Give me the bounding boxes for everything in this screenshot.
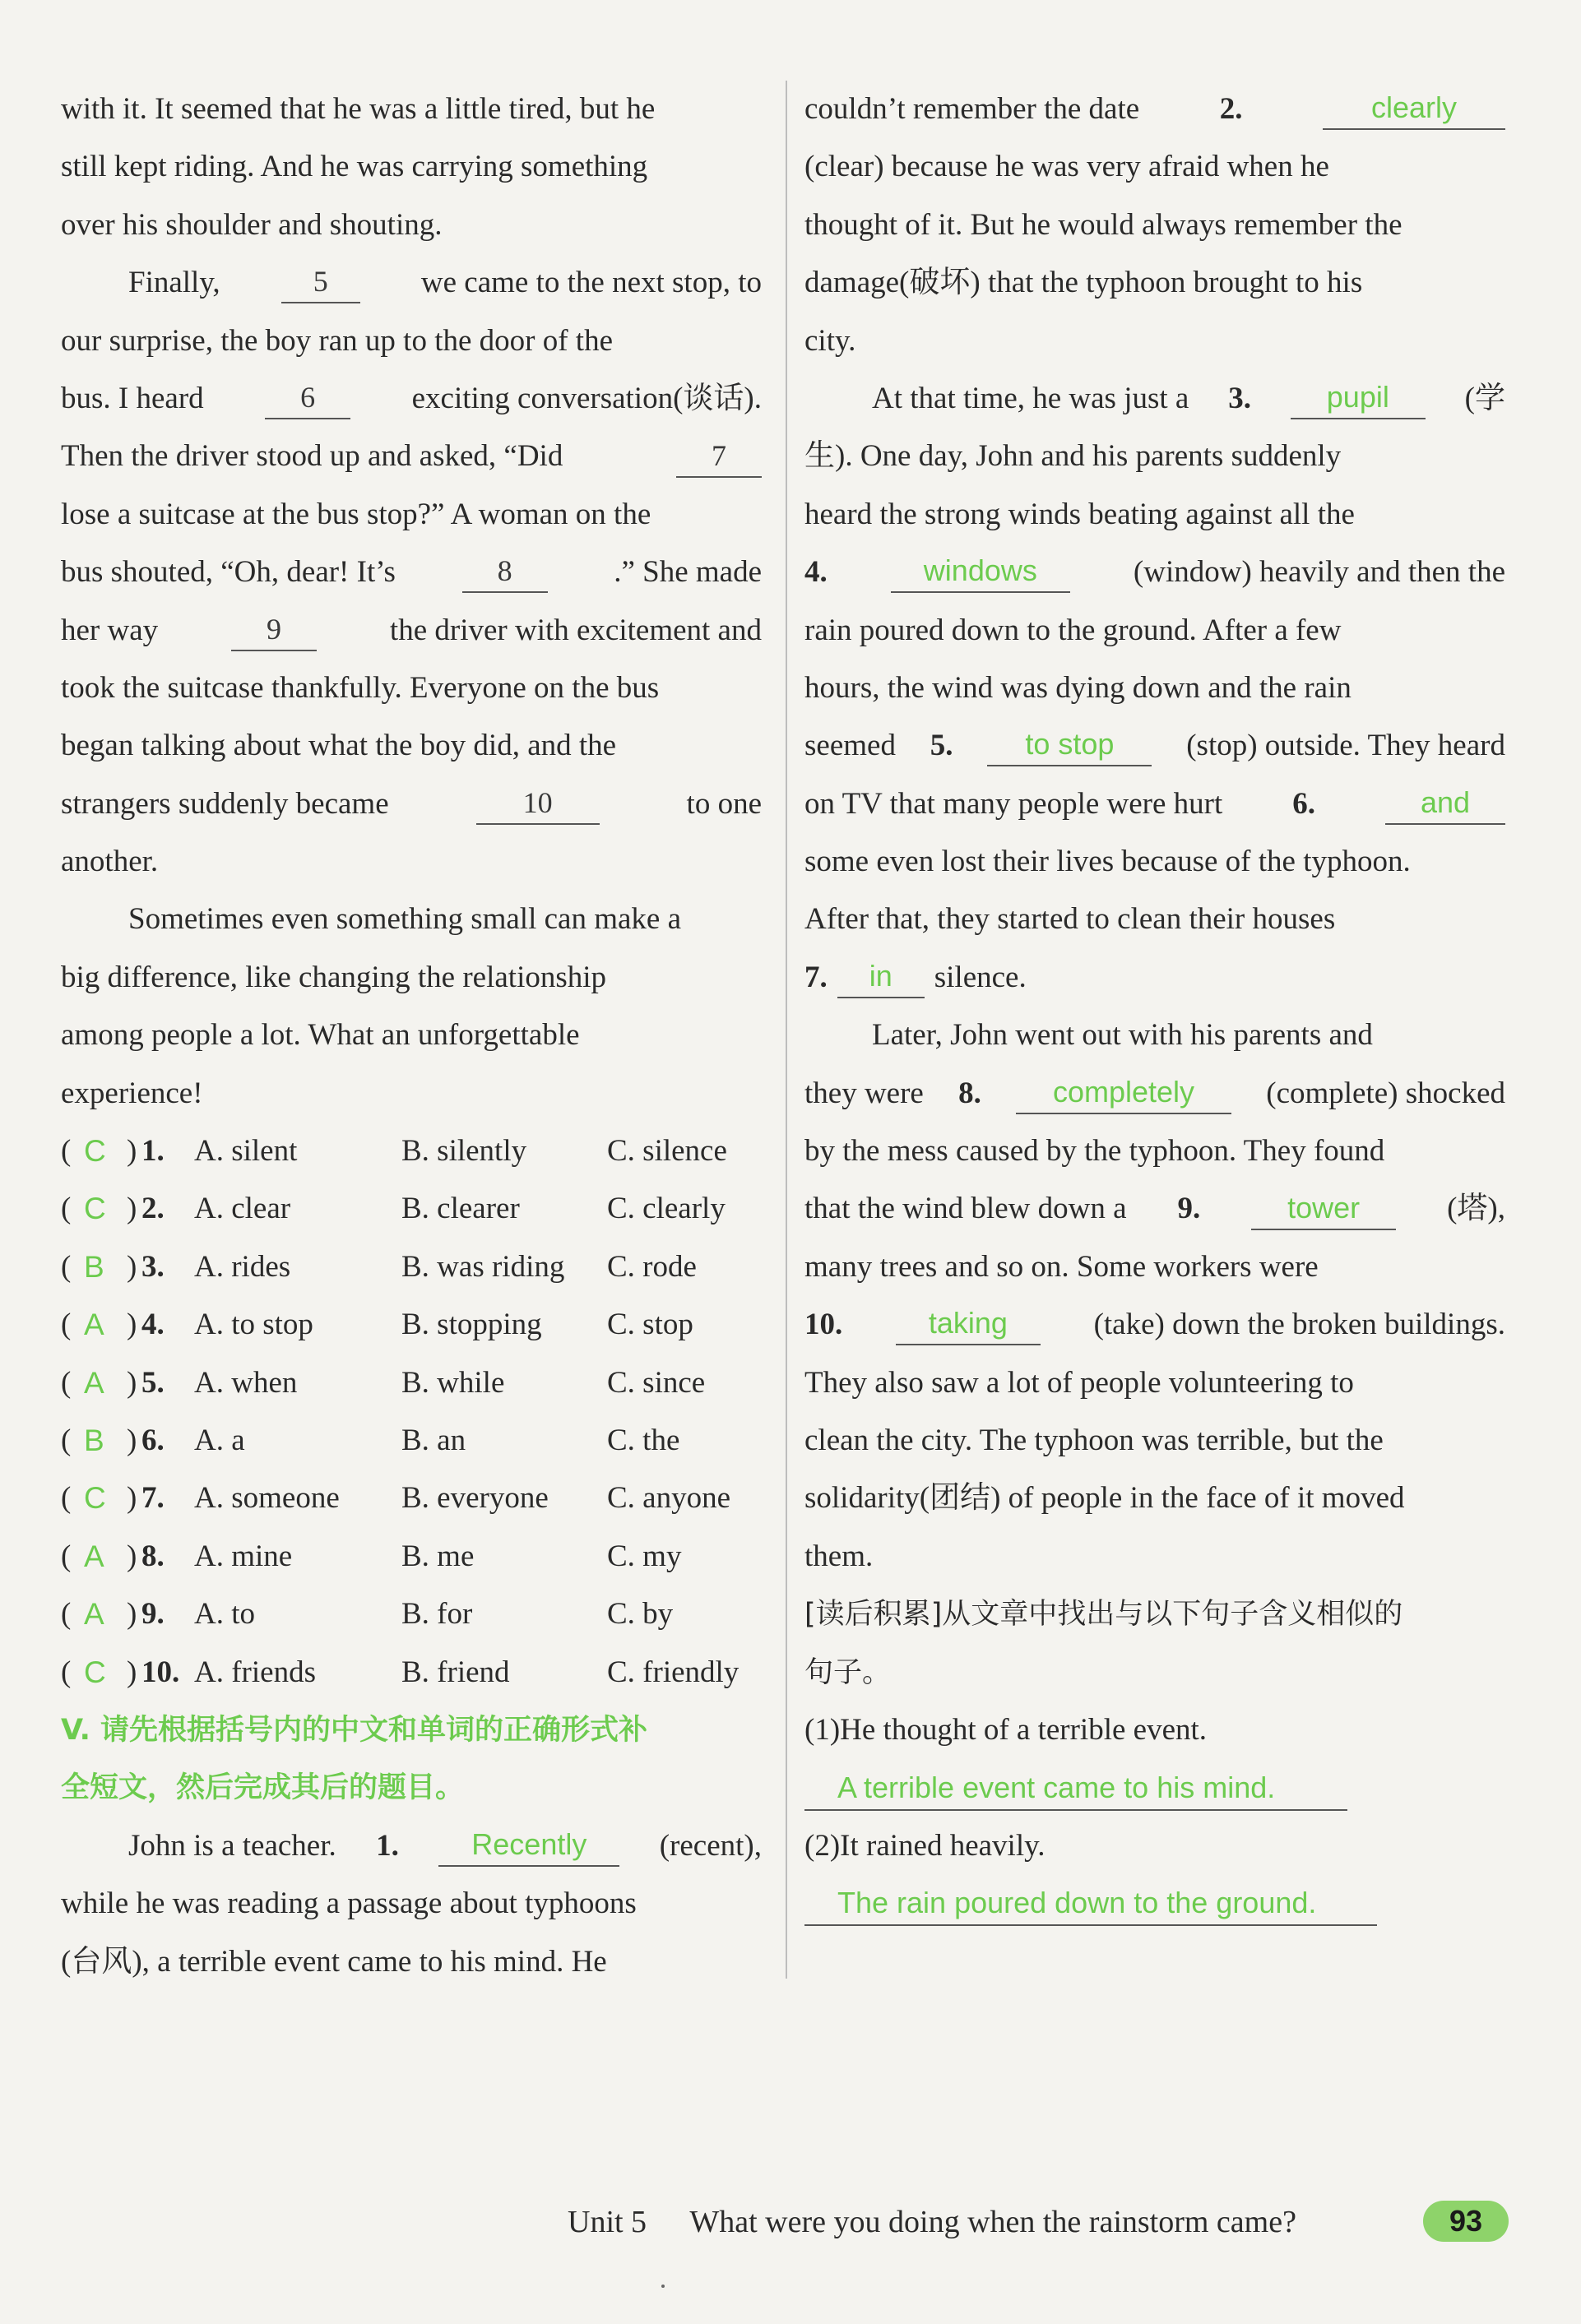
option-b: B. while	[401, 1365, 505, 1400]
text-line: Finally, 5 we came to the next stop, to	[61, 254, 762, 312]
option-a: A. to stop	[194, 1308, 313, 1342]
option-row	[61, 1528, 762, 1586]
page-number-badge: 93	[1423, 2201, 1509, 2242]
question-number: 10.	[141, 1655, 180, 1689]
option-c: C. my	[607, 1539, 682, 1573]
option-b: B. clearer	[401, 1192, 520, 1226]
paren: (	[61, 1365, 72, 1400]
text-line: began talking about what the boy did, and the	[61, 729, 617, 763]
text-line: bus. I heard 6 exciting conversation(谈话).	[61, 370, 762, 428]
option-c: C. by	[607, 1597, 674, 1632]
answer-2: clearly	[1323, 89, 1505, 130]
blank-6: 6	[265, 378, 350, 419]
text-line: our surprise, the boy ran up to the door of the	[61, 323, 613, 358]
text-line: rain poured down to the ground. After a few	[804, 613, 1342, 647]
blank-10: 10	[476, 784, 600, 825]
option-b: B. everyone	[401, 1481, 549, 1516]
text-line: Then the driver stood up and asked, “Did 7	[61, 428, 762, 485]
text-line: seemed 5. to stop (stop) outside. They heard	[804, 717, 1505, 775]
paren: )	[127, 1655, 137, 1689]
text-line: heard the strong winds beating against all the	[804, 497, 1355, 531]
text-line: city.	[804, 323, 856, 358]
answer-letter: B	[84, 1249, 104, 1284]
paren: )	[127, 1134, 137, 1169]
option-b: B. an	[401, 1423, 466, 1457]
text-line: took the suitcase thankfully. Everyone on the bus	[61, 670, 660, 705]
text-line: them.	[804, 1539, 874, 1573]
answer-3: pupil	[1291, 378, 1426, 419]
text-line: (台风), a terrible event came to his mind. He	[61, 1944, 607, 1979]
paren: (	[61, 1249, 72, 1284]
text-line: hours, the wind was dying down and the rain	[804, 670, 1352, 705]
option-a: A. silent	[194, 1134, 298, 1169]
option-a: A. rides	[194, 1249, 291, 1284]
paren: (	[61, 1134, 72, 1169]
option-b: B. me	[401, 1539, 475, 1573]
answer-letter: A	[84, 1539, 104, 1573]
option-row	[61, 1354, 762, 1412]
option-row	[61, 1470, 762, 1527]
text-line: big difference, like changing the relationship	[61, 960, 607, 994]
left-column	[61, 81, 762, 1991]
section-v-heading: V. 请先根据括号内的中文和单词的正确形式补	[61, 1713, 648, 1747]
option-a: A. when	[194, 1365, 298, 1400]
option-a: A. a	[194, 1423, 245, 1457]
reading-accumulation-heading-line2: 句子。	[804, 1655, 892, 1689]
paren: (	[61, 1539, 72, 1573]
blank-8: 8	[462, 552, 548, 593]
paren: )	[127, 1249, 137, 1284]
answer-line-2: The rain poured down to the ground.	[804, 1875, 1505, 1933]
text-line: 4. windows (window) heavily and then the	[804, 544, 1505, 601]
option-c: C. since	[607, 1365, 706, 1400]
paren: )	[127, 1481, 137, 1516]
option-b: B. was riding	[401, 1249, 565, 1284]
question-number: 4.	[141, 1308, 165, 1342]
option-b: B. for	[401, 1597, 473, 1632]
text-line: they were 8. completely (complete) shocked	[804, 1065, 1505, 1123]
option-row	[61, 1180, 762, 1238]
question-number: 3.	[141, 1249, 165, 1284]
text-line: After that, they started to clean their houses	[804, 902, 1336, 937]
text-line: on TV that many people were hurt 6. and	[804, 775, 1505, 833]
text-line: clean the city. The typhoon was terrible, but the	[804, 1423, 1384, 1457]
answer-8: completely	[1016, 1073, 1231, 1114]
option-a: A. friends	[194, 1655, 316, 1689]
option-c: C. anyone	[607, 1481, 731, 1516]
answer-9: tower	[1251, 1189, 1396, 1230]
option-c: C. silence	[607, 1134, 727, 1169]
option-row	[61, 1296, 762, 1354]
text-line: couldn’t remember the date 2. clearly	[804, 81, 1505, 138]
text-line: thought of it. But he would always remember the	[804, 207, 1402, 242]
question-number: 7.	[141, 1481, 165, 1516]
text-line: 7. in silence.	[804, 949, 1505, 1007]
option-b: B. friend	[401, 1655, 510, 1689]
paren: (	[61, 1308, 72, 1342]
reading-accumulation-heading: [读后积累]从文章中找出与以下句子含义相似的	[804, 1598, 1403, 1632]
text-line: They also saw a lot of people volunteering to	[804, 1365, 1354, 1400]
option-c: C. clearly	[607, 1192, 726, 1226]
answer-line-1: A terrible event came to his mind.	[804, 1759, 1505, 1817]
text-line: damage(破坏) that the typhoon brought to his	[804, 266, 1363, 300]
paren: )	[127, 1365, 137, 1400]
text-line: solidarity(团结) of people in the face of it moved	[804, 1481, 1405, 1516]
paren: (	[61, 1655, 72, 1689]
text-line: over his shoulder and shouting.	[61, 207, 443, 242]
answer-letter: A	[84, 1308, 104, 1342]
blank-5: 5	[281, 262, 360, 303]
question-number: 5.	[141, 1365, 165, 1400]
option-c: C. stop	[607, 1308, 693, 1342]
paren: )	[127, 1308, 137, 1342]
text-line: (clear) because he was very afraid when he	[804, 150, 1329, 184]
answer-10: taking	[896, 1304, 1041, 1345]
section-v-heading-line2: 全短文，然后完成其后的题目。	[61, 1771, 465, 1805]
options-list	[61, 1123, 762, 1701]
question-number: 1.	[141, 1134, 165, 1169]
answer-7: in	[837, 957, 925, 998]
option-a: A. to	[194, 1597, 255, 1632]
text-line: her way 9 the driver with excitement and	[61, 602, 762, 660]
text-line: 10. taking (take) down the broken buildings.	[804, 1296, 1505, 1354]
question-number: 2.	[141, 1192, 165, 1226]
paren: )	[127, 1192, 137, 1226]
paren: )	[127, 1423, 137, 1457]
answer-letter: C	[84, 1481, 106, 1516]
footer-title: What were you doing when the rainstorm came?	[689, 2205, 1296, 2239]
option-row	[61, 1123, 762, 1180]
option-b: B. stopping	[401, 1308, 542, 1342]
answer-4: windows	[891, 552, 1070, 593]
option-row	[61, 1238, 762, 1296]
text-line: Later, John went out with his parents and	[872, 1018, 1373, 1053]
paren: )	[127, 1597, 137, 1632]
blank-9: 9	[231, 610, 317, 651]
option-row	[61, 1586, 762, 1643]
footer-unit: Unit 5	[568, 2205, 647, 2239]
option-c: C. the	[607, 1423, 680, 1457]
answer-letter: C	[84, 1134, 106, 1169]
text-line: many trees and so on. Some workers were	[804, 1249, 1319, 1284]
answer-letter: A	[84, 1365, 104, 1400]
option-a: A. clear	[194, 1192, 291, 1226]
option-a: A. mine	[194, 1539, 293, 1573]
answer-letter: A	[84, 1597, 104, 1632]
answer-letter: C	[84, 1655, 106, 1689]
text-line: At that time, he was just a 3. pupil (学	[804, 370, 1505, 428]
question-number: 9.	[141, 1597, 165, 1632]
paren: (	[61, 1192, 72, 1226]
paren: (	[61, 1423, 72, 1457]
text-line: experience!	[61, 1076, 203, 1110]
paren: (	[61, 1597, 72, 1632]
text-line: John is a teacher. 1. Recently (recent),	[61, 1817, 762, 1875]
answer-letter: B	[84, 1423, 104, 1457]
answer-6: and	[1385, 784, 1505, 825]
text-line: some even lost their lives because of the typhoon.	[804, 845, 1411, 879]
option-c: C. friendly	[607, 1655, 740, 1689]
text-line: Sometimes even something small can make a	[128, 902, 681, 937]
option-c: C. rode	[607, 1249, 697, 1284]
paren: )	[127, 1539, 137, 1573]
text-line: among people a lot. What an unforgettable	[61, 1018, 580, 1053]
question-number: 8.	[141, 1539, 165, 1573]
question-number: 6.	[141, 1423, 165, 1457]
answer-letter: C	[84, 1192, 106, 1226]
option-b: B. silently	[401, 1134, 527, 1169]
column-divider	[786, 81, 787, 1979]
option-row	[61, 1644, 762, 1701]
text-line: that the wind blew down a 9. tower (塔),	[804, 1180, 1505, 1238]
right-column	[804, 81, 1505, 1933]
question-2: (2)It rained heavily.	[804, 1828, 1046, 1863]
option-row	[61, 1412, 762, 1470]
paren: (	[61, 1481, 72, 1516]
text-line: 生). One day, John and his parents suddenly	[804, 439, 1342, 474]
text-line: while he was reading a passage about typhoons	[61, 1887, 637, 1921]
text-line: with it. It seemed that he was a little tired, but he	[61, 92, 656, 126]
question-1: (1)He thought of a terrible event.	[804, 1712, 1208, 1747]
text-line: another.	[61, 845, 159, 879]
page-footer	[568, 2197, 1522, 2247]
answer-1: Recently	[438, 1826, 619, 1867]
option-a: A. someone	[194, 1481, 340, 1516]
text-line: strangers suddenly became 10 to one	[61, 775, 762, 833]
text-line: by the mess caused by the typhoon. They found	[804, 1134, 1385, 1169]
answer-5: to stop	[987, 725, 1152, 766]
dot-mark	[661, 2285, 665, 2288]
blank-7: 7	[676, 437, 762, 478]
text-line: lose a suitcase at the bus stop?” A woman on the	[61, 497, 651, 531]
text-line: still kept riding. And he was carrying something	[61, 150, 648, 184]
text-line: bus shouted, “Oh, dear! It’s 8 .” She made	[61, 544, 762, 601]
